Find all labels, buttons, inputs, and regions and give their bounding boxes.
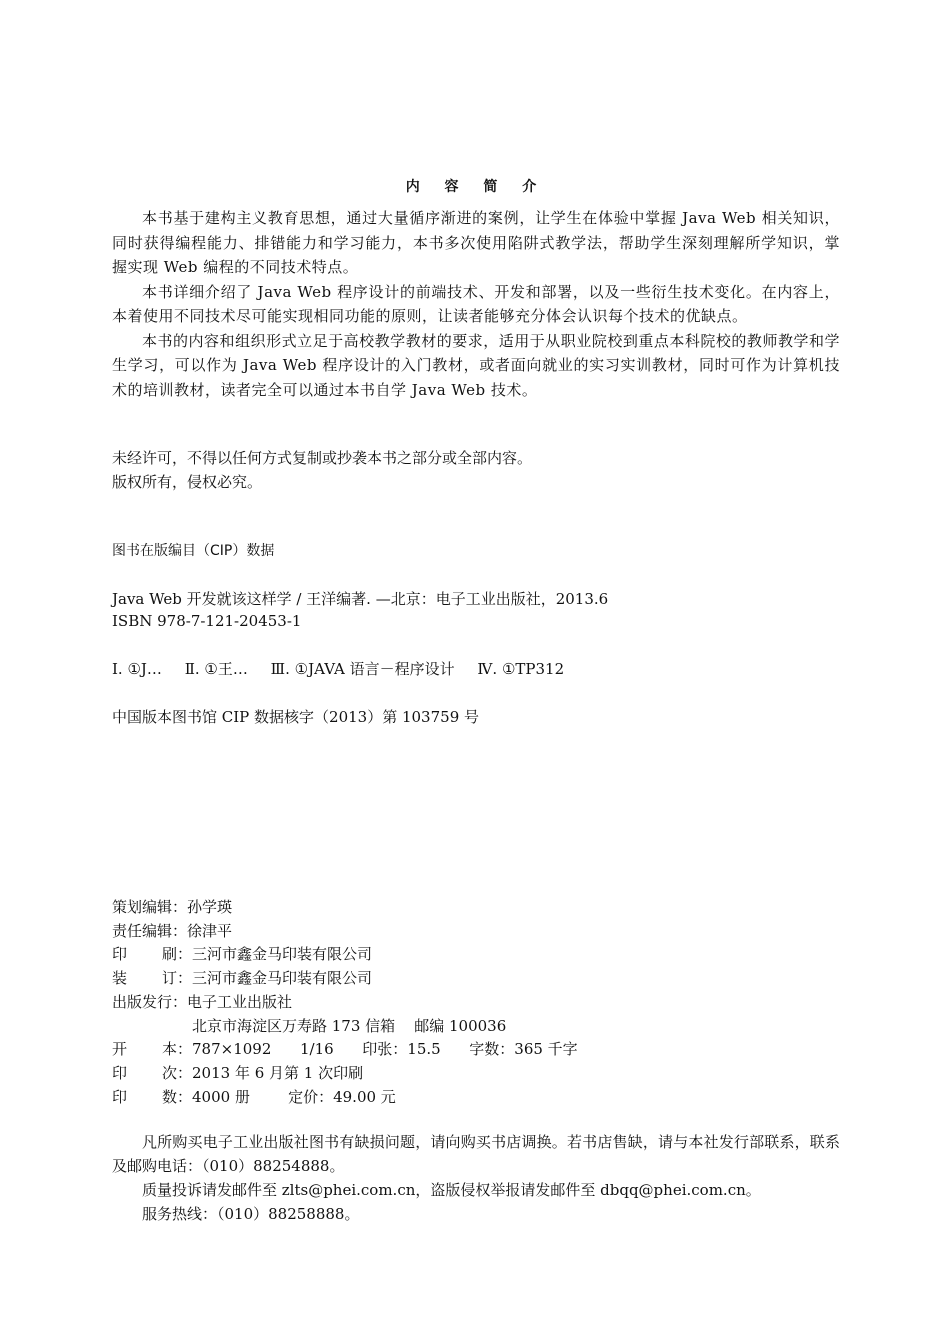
service-notes (112, 1130, 840, 1226)
intro-paragraph: 本书基于建构主义教育思想，通过大量循序渐进的案例，让学生在体验中掌握 Java Web 相关知识，同时获得编程能力、排错能力和学习能力，本书多次使用陷阱式教学法，帮助学生深刻理解所学知识，掌握实现 Web 编程的不同技术特点。 (112, 209, 840, 276)
credit-value: 787×1092 1/16 印张：15.5 字数：365 千字 (192, 1040, 578, 1059)
credit-value: 北京市海淀区万寿路 173 信箱 邮编 100036 (192, 1016, 507, 1035)
credit-label: 出版发行： (112, 992, 188, 1011)
hotline-note: 服务热线：（010）88258888。 (142, 1205, 360, 1223)
credit-value: 三河市鑫金马印装有限公司 (192, 945, 373, 964)
cip-data-number: 中国版本图书馆 CIP 数据核字（2013）第 103759 号 (112, 708, 480, 726)
credit-label-part: 订： (161, 969, 192, 988)
purchase-note: 凡所购买电子工业出版社图书有缺损问题，请向购买书店调换。若书店售缺，请与本社发行部联系，联系及邮购电话：（010）88254888。 (112, 1133, 840, 1175)
credit-label (112, 1038, 192, 1062)
credit-row-address (112, 1015, 578, 1039)
credit-value: 4000 册 定价：49.00 元 (192, 1087, 396, 1106)
cip-isbn: ISBN 978-7-121-20453-1 (112, 612, 302, 630)
credit-row-quantity (112, 1086, 578, 1110)
introduction (112, 206, 840, 402)
cip-class-item: Ⅱ. ①王… (184, 660, 248, 678)
cip-class-item: Ⅰ. ①J… (112, 660, 162, 678)
credit-row-printing (112, 943, 578, 967)
credit-value: 电子工业出版社 (187, 992, 293, 1011)
page-title: 内 容 简 介 (405, 179, 547, 195)
credit-row-planning (112, 896, 578, 920)
cip-heading: 图书在版编目（CIP）数据 (112, 543, 275, 559)
credit-value: 徐津平 (187, 921, 233, 940)
credit-label: 责任编辑： (112, 921, 188, 940)
credit-row-edition (112, 1062, 578, 1086)
credit-label (112, 967, 192, 991)
cip-class-item: Ⅲ. ①JAVA 语言－程序设计 (270, 660, 455, 678)
copyright-notice (112, 446, 532, 494)
notice-line: 未经许可，不得以任何方式复制或抄袭本书之部分或全部内容。 (112, 449, 533, 467)
cip-class-item: Ⅳ. ①TP312 (477, 660, 565, 678)
credit-label-part: 开 (112, 1040, 128, 1059)
credit-row-publisher (112, 991, 578, 1015)
credit-row-format (112, 1038, 578, 1062)
credit-label-part: 本： (161, 1040, 192, 1059)
credit-value: 三河市鑫金马印装有限公司 (192, 969, 373, 988)
credit-label (112, 1086, 192, 1110)
credit-row-binding (112, 967, 578, 991)
credit-value: 孙学瑛 (187, 898, 233, 916)
credit-label-part: 装 (112, 969, 128, 988)
credit-label-part: 刷： (161, 945, 192, 964)
complaint-note: 质量投诉请发邮件至 zlts@phei.com.cn，盗版侵权举报请发邮件至 dbqq@phei.com.cn。 (142, 1181, 761, 1199)
intro-paragraph: 本书详细介绍了 Java Web 程序设计的前端技术、开发和部署，以及一些衍生技术变化。在内容上，本着使用不同技术尽可能实现相同功能的原则，让读者能够充分体会认识每个技术的优缺点。 (112, 282, 840, 325)
credit-label (112, 1062, 192, 1086)
credit-label-part: 印 (112, 1087, 128, 1106)
credit-label: 策划编辑： (112, 898, 188, 916)
notice-line: 版权所有，侵权必究。 (112, 473, 263, 491)
credit-value: 2013 年 6 月第 1 次印刷 (192, 1063, 364, 1082)
cip-classification (112, 658, 582, 679)
cip-book-line: Java Web 开发就该这样学 / 王洋编著. —北京：电子工业出版社，2013.6 (112, 590, 609, 608)
credit-label-part: 印 (112, 1063, 128, 1082)
intro-paragraph: 本书的内容和组织形式立足于高校教学教材的要求，适用于从职业院校到重点本科院校的教师教学和学生学习，可以作为 Java Web 程序设计的入门教材，或者面向就业的实习实训教材，同时可作为计算机技术的培训教材，读者完全可以通过本书自学 Java Web 技术。 (112, 331, 840, 399)
credit-label-spacer (112, 1015, 192, 1039)
credit-label (112, 943, 192, 967)
credit-label-part: 印 (112, 945, 128, 964)
credit-label-part: 数： (161, 1087, 192, 1106)
credit-row-editor (112, 920, 578, 944)
credits-block (112, 896, 578, 1109)
credit-label-part: 次： (161, 1063, 192, 1082)
